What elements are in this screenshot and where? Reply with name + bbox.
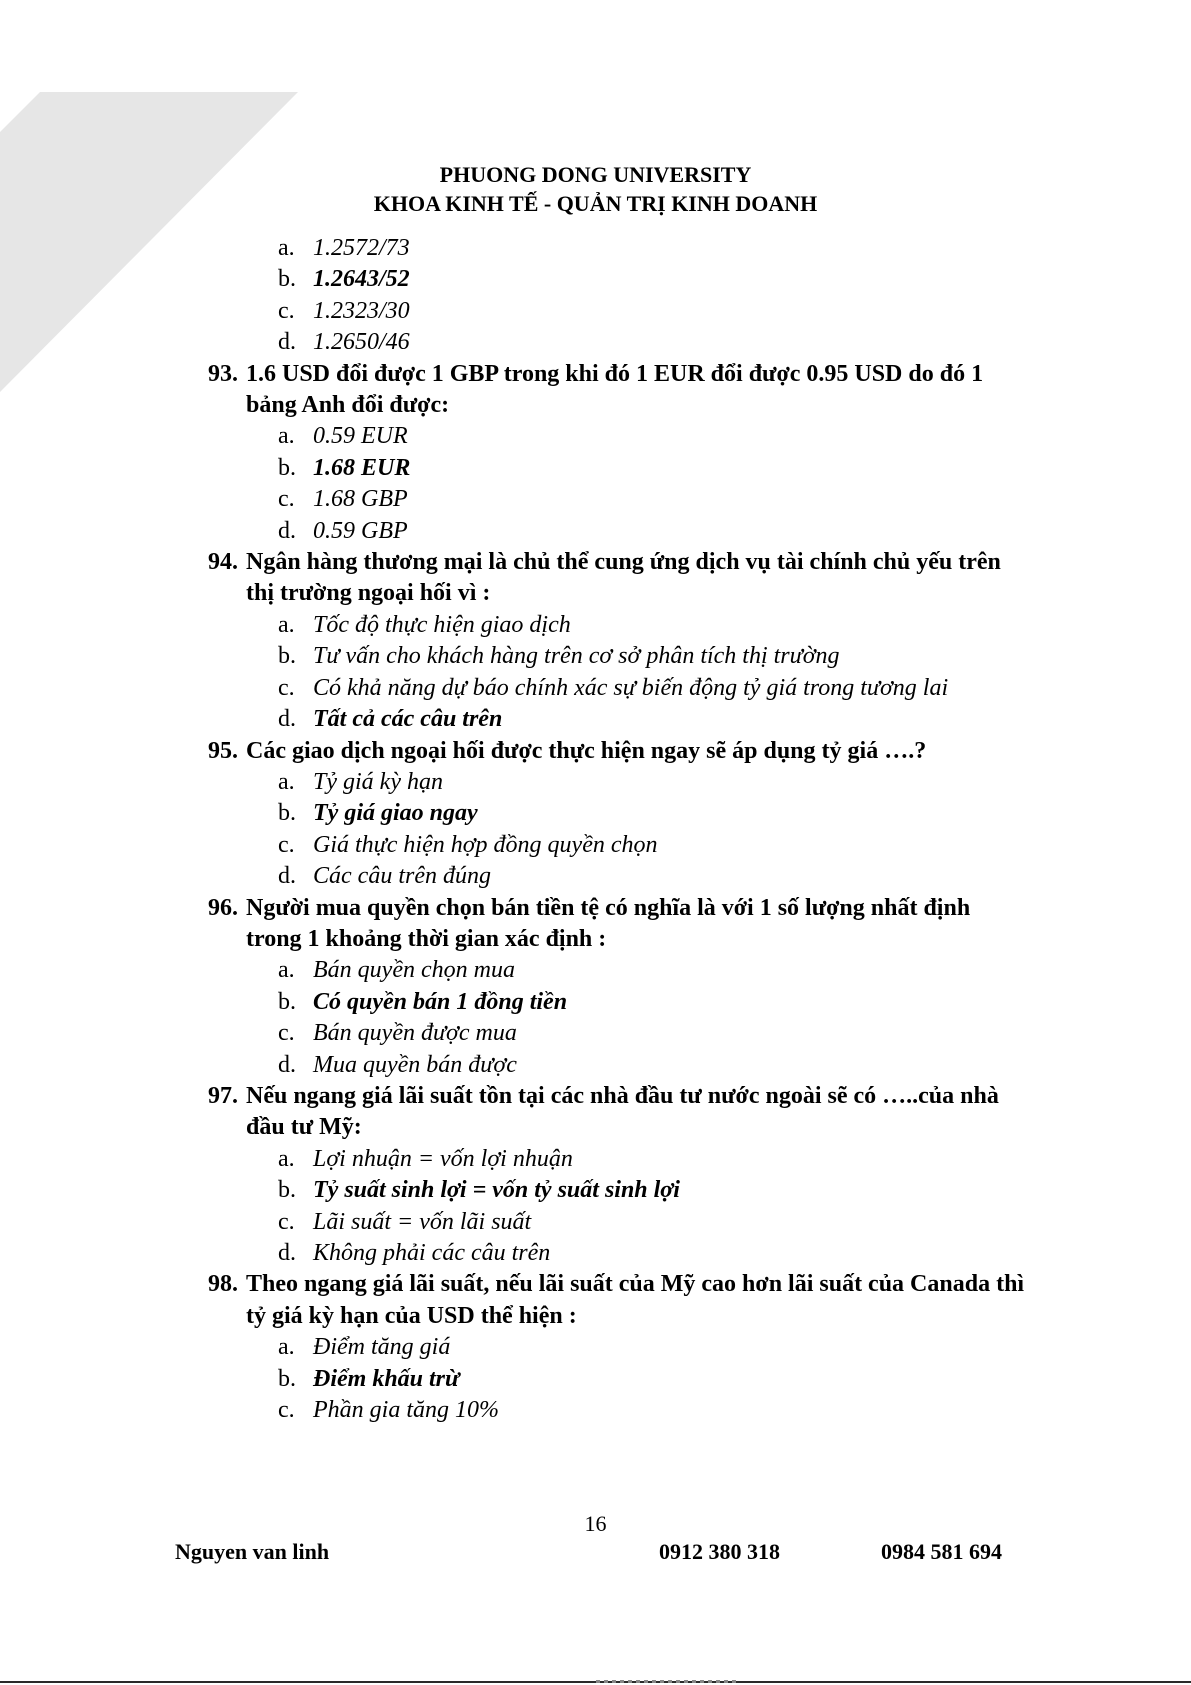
question-number: 97. <box>208 1082 238 1109</box>
option-letter: a. <box>278 957 295 984</box>
option-text: Không phải các câu trên <box>313 1240 551 1266</box>
option-letter: b. <box>278 1365 296 1392</box>
option-text: 0.59 EUR <box>313 423 408 450</box>
option-letter: d. <box>278 1240 296 1266</box>
option-letter: a. <box>278 235 295 261</box>
answer-option <box>278 830 1028 861</box>
question-number: 94. <box>208 549 238 576</box>
option-letter: c. <box>278 1020 295 1047</box>
answer-option <box>278 1238 1028 1269</box>
option-text: Tỷ giá giao ngay <box>313 800 478 827</box>
option-letter: d. <box>278 863 296 890</box>
answer-option <box>278 610 1028 641</box>
option-text: Bán quyền chọn mua <box>313 957 515 984</box>
option-text: Lãi suất = vốn lãi suất <box>313 1208 532 1235</box>
answer-option-correct <box>278 1175 1028 1206</box>
option-text: Điểm khấu trừ <box>313 1365 460 1392</box>
answer-option <box>278 955 1028 986</box>
question-text: Theo ngang giá lãi suất, nếu lãi suất của Mỹ cao hơn lãi suất của Canada thì tỷ giá kỳ hạn của USD thể hiện : <box>246 1271 1025 1329</box>
answer-option <box>278 767 1028 798</box>
option-letter: a. <box>278 423 295 450</box>
question-text: 1.6 USD đổi được 1 GBP trong khi đó 1 EUR đổi được 0.95 USD do đó 1 bảng Anh đổi được: <box>246 360 984 419</box>
option-letter: b. <box>278 800 296 827</box>
option-letter: c. <box>278 831 295 858</box>
question-number: 93. <box>208 360 238 387</box>
answer-option <box>278 1018 1028 1049</box>
option-text: Các câu trên đúng <box>313 863 491 890</box>
question-text: Người mua quyền chọn bán tiền tệ có nghĩa là với 1 số lượng nhất định trong 1 khoảng thời gian xác định : <box>246 894 971 952</box>
option-text: 1.2572/73 <box>313 235 410 261</box>
footer-phone-2: 0984 581 694 <box>881 1539 1002 1564</box>
option-letter: a. <box>278 1334 295 1361</box>
answer-option <box>278 1207 1028 1238</box>
option-text: Tỷ giá kỳ hạn <box>313 768 443 795</box>
option-text: Lợi nhuận = vốn lợi nhuận <box>313 1145 573 1172</box>
option-letter: b. <box>278 643 296 670</box>
question <box>208 547 1028 610</box>
page-header <box>0 160 1191 218</box>
answer-option <box>278 1050 1028 1081</box>
option-text: 1.68 GBP <box>313 486 408 513</box>
option-letter: b. <box>278 988 296 1015</box>
answer-option <box>278 516 1028 547</box>
bottom-border-mark <box>596 1680 736 1683</box>
option-text: Giá thực hiện hợp đồng quyền chọn <box>313 831 658 858</box>
option-text: Tỷ suất sinh lợi = vốn tỷ suất sinh lợi <box>313 1177 680 1204</box>
question-text: Nếu ngang giá lãi suất tồn tại các nhà đầu tư nước ngoài sẽ có …..của nhà đầu tư Mỹ: <box>246 1082 999 1141</box>
option-letter: a. <box>278 768 295 795</box>
option-letter: d. <box>278 517 296 544</box>
answer-option <box>278 861 1028 892</box>
answer-option <box>278 1395 1028 1426</box>
option-letter: c. <box>278 297 295 324</box>
footer-author: Nguyen van linh <box>175 1539 330 1564</box>
option-letter: b. <box>278 266 296 293</box>
option-letter: c. <box>278 674 295 701</box>
option-letter: d. <box>278 706 296 733</box>
answer-option <box>278 296 1028 327</box>
option-letter: c. <box>278 486 295 513</box>
option-text: Có quyền bán 1 đồng tiền <box>313 988 568 1015</box>
option-text: Phần gia tăng 10% <box>313 1397 499 1424</box>
answer-option <box>278 1332 1028 1363</box>
question <box>208 893 1028 956</box>
option-letter: a. <box>278 611 295 638</box>
question-number: 95. <box>208 737 238 764</box>
question-text: Các giao dịch ngoại hối được thực hiện ngay sẽ áp dụng tỷ giá ….? <box>246 737 927 764</box>
option-text: Có khả năng dự báo chính xác sự biến động tỷ giá trong tương lai <box>313 674 949 701</box>
option-text: Tốc độ thực hiện giao dịch <box>313 611 571 638</box>
option-letter: b. <box>278 454 296 481</box>
option-text: Điểm tăng giá <box>313 1334 451 1361</box>
option-letter: d. <box>278 1051 296 1078</box>
question <box>208 1081 1028 1144</box>
answer-option-correct <box>278 453 1028 484</box>
answer-option-correct <box>278 1364 1028 1395</box>
option-text: 1.2643/52 <box>313 266 410 293</box>
question-number: 96. <box>208 894 238 921</box>
option-text: 1.2650/46 <box>313 329 410 356</box>
footer-phone-1: 0912 380 318 <box>659 1539 780 1564</box>
answer-option <box>278 1144 1028 1175</box>
answer-option <box>278 233 1028 264</box>
page-number: 16 <box>584 1511 607 1536</box>
option-text: Mua quyền bán được <box>313 1051 517 1078</box>
faculty-name: KHOA KINH TẾ - QUẢN TRỊ KINH DOANH <box>373 191 818 216</box>
option-text: 1.68 EUR <box>313 454 411 481</box>
option-text: Tất cả các câu trên <box>313 706 503 733</box>
answer-option <box>278 484 1028 515</box>
answer-option <box>278 327 1028 358</box>
option-text: Bán quyền được mua <box>313 1020 517 1047</box>
question-text: Ngân hàng thương mại là chủ thể cung ứng dịch vụ tài chính chủ yếu trên thị trường ngoại hối vì : <box>246 549 1001 607</box>
answer-option-correct <box>278 987 1028 1018</box>
option-text: Tư vấn cho khách hàng trên cơ sở phân tích thị trường <box>313 643 840 670</box>
answer-option-correct <box>278 264 1028 295</box>
answer-option-correct <box>278 704 1028 735</box>
question <box>208 359 1028 422</box>
answer-option <box>278 673 1028 704</box>
option-letter: c. <box>278 1397 295 1424</box>
question <box>208 736 1028 767</box>
option-text: 0.59 GBP <box>313 517 408 544</box>
option-letter: d. <box>278 329 296 356</box>
option-letter: b. <box>278 1177 296 1204</box>
answer-option <box>278 641 1028 672</box>
option-text: 1.2323/30 <box>313 297 410 324</box>
question-number: 98. <box>208 1271 238 1298</box>
answer-option <box>278 421 1028 452</box>
question <box>208 1269 1028 1332</box>
question-list <box>208 233 1028 1426</box>
option-letter: a. <box>278 1145 295 1172</box>
answer-option-correct <box>278 798 1028 829</box>
university-name: PHUONG DONG UNIVERSITY <box>439 162 752 187</box>
option-letter: c. <box>278 1208 295 1235</box>
